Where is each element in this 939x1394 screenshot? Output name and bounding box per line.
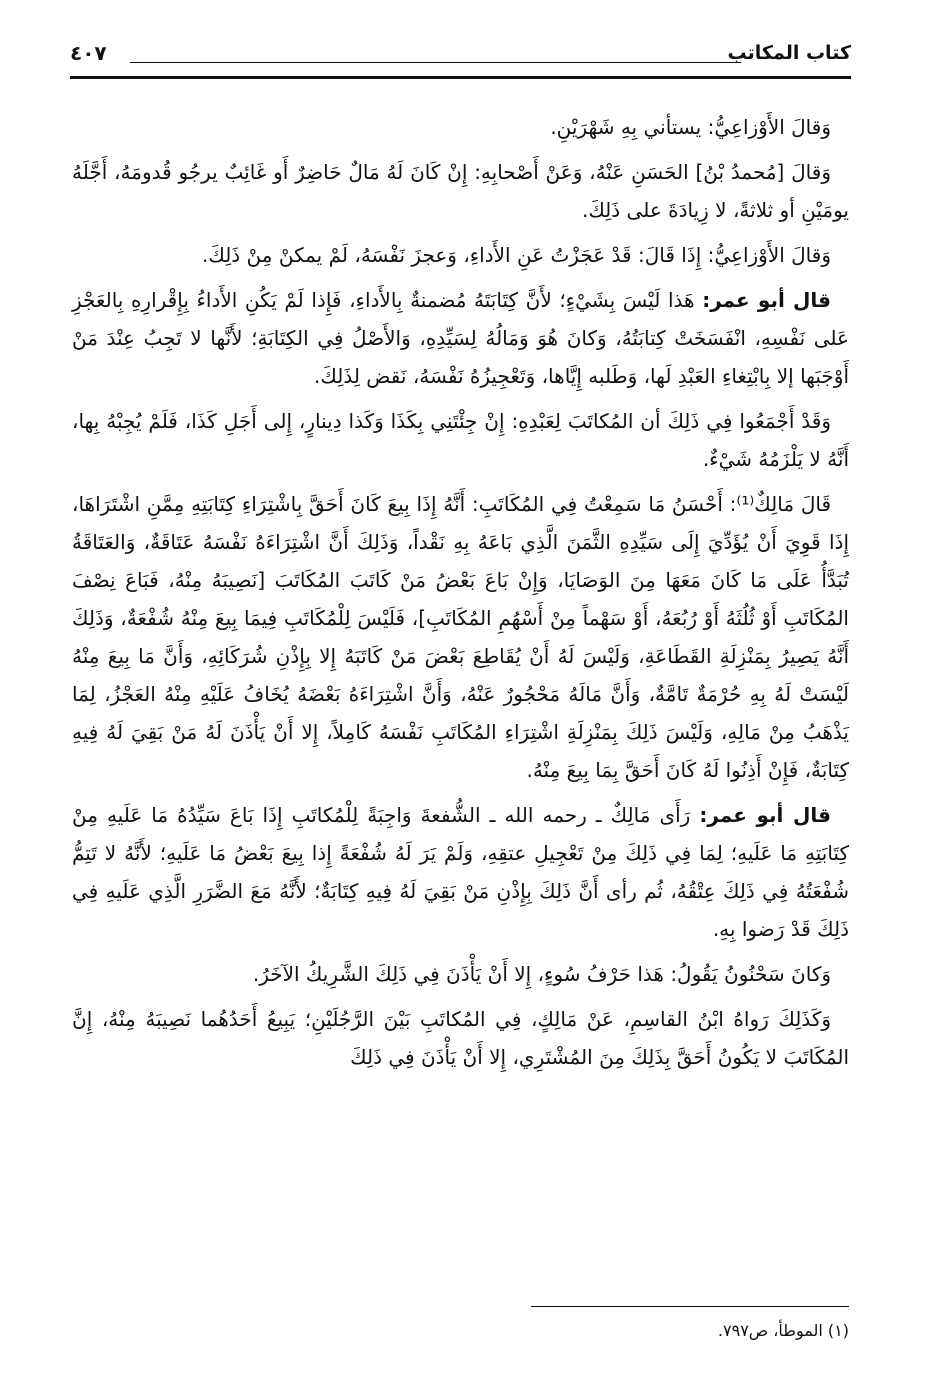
- paragraph-text: وَقالَ الأَوْزاعِيُّ: يستأني بِهِ شَهْرَيْنِ.: [550, 115, 831, 139]
- footnote: (١) الموطأ، ص٧٩٧.: [717, 1321, 849, 1340]
- paragraph-text: وَقالَ [مُحمدُ بْنُ] الحَسَنِ عَنْهُ، وَعَنْ أَصْحابِهِ: إِنْ كَانَ لَهُ مَالٌ حَاضِرٌ أَو غَائِبٌ يرجُو قُدومَهُ، أَجَّلَهُ يومَيْنِ أو ثلاثةً، لا زِيادَةَ على ذَلِكَ.: [72, 160, 849, 222]
- paragraph: [72, 1000, 849, 1076]
- speaker-label: قال أبو عمر:: [702, 288, 831, 312]
- paragraph-text: وَقالَ الأَوْزاعِيُّ: إِذَا قَالَ: قَدْ عَجَزْتُ عَنِ الأَداءِ، وَعجزَ نَفْسَهُ، لَمْ يمكنْ مِنْ ذَلِكَ.: [201, 243, 831, 267]
- paragraph-text: رَأَى مَالِكٌ ـ رحمه الله ـ الشُّفعةَ وَاجِبَةً لِلْمُكاتَبِ إِذَا بَاعَ سَيِّدُهُ مَا عَلَيهِ مِنْ كِتَابَتِهِ مَا عَلَيهِ؛ لِمَا فِي ذَلِكَ مِنْ تَعْجِيلِ عتقِهِ، وَلَمْ يَرَ لَهُ شُفْعَةً إِذا بِيعَ بَعْضُ مَا عَلَيهِ؛ لأَنَّهُ لا تَتِمُّ شُفْعَتُهُ فِي ذَلِكَ عِتْقُهُ، ثُم رأى أَنَّ ذَلِكَ بِإِذْنِ مَنْ بَقِيَ لَهُ فِيهِ كِتَابَةٌ؛ لأَنَّهُ مَعَ الضَّرَرِ الَّذِي عَلَيهِ فِي ذَلِكَ قَدْ رَضوا بِهِ.: [72, 803, 849, 941]
- book-title: كتاب المكاتب: [727, 42, 851, 64]
- footnote-separator: [531, 1306, 849, 1307]
- paragraph: [72, 402, 849, 478]
- paragraph: [72, 108, 849, 146]
- paragraph: [72, 236, 849, 274]
- paragraph: [72, 796, 849, 948]
- paragraph: [72, 955, 849, 993]
- main-text: [72, 108, 849, 1083]
- paragraph: [72, 153, 849, 229]
- paragraph-text: وَكَذَلِكَ رَواهُ ابْنُ القاسِمِ، عَنْ مَالِكٍ، فِي المُكاتَبِ بَيْنَ الرَّجُلَيْنِ؛ يَبِيعُ أَحَدُهُما نَصِيبَهُ مِنْهُ، إِنَّ المُكَاتَبَ لا يَكُونُ أَحَقَّ بِذَلِكَ مِنَ المُشْتَرِي، إِلا أَنْ يَأْذَنَ فِي ذَلِكَ: [72, 1007, 849, 1069]
- paragraph: [72, 485, 849, 789]
- page-number: ٤٠٧: [70, 41, 107, 65]
- running-header: [70, 38, 851, 74]
- paragraph-text: وَقَدْ أَجْمَعُوا فِي ذَلِكَ أن المُكاتَبَ لِعَبْدِهِ: إِنْ جِئْتَنِي بِكَذَا وَكَذا دِينارٍ، إِلى أَجَلِ كَذَا، فَلَمْ يُجِبْهُ بِها، أَنَّهُ لا يَلْزَمُهُ شَيْءٌ.: [72, 409, 849, 471]
- header-leader-line: [130, 62, 741, 63]
- speaker-label: قال أبو عمر:: [699, 803, 832, 827]
- paragraph-text: قَالَ مَالِكٌ⁽¹⁾: أَحْسَنُ مَا سَمِعْتُ فِي المُكَاتَبِ: أَنَّهُ إِذَا بِيعَ كَانَ أَحَقَّ بِاشْتِرَاءِ كِتَابَتِهِ مِمَّنِ اشْتَرَاهَا، إِذَا قَوِيَ أَنْ يُؤَدِّيَ إِلَى سَيِّدِهِ الثَّمَنَ الَّذِي بَاعَهُ بِهِ نَقْداً، وَذَلِكَ أَنَّ اشْتِرَاءَهُ نَفْسَهُ عَتَاقَةٌ، وَالعَتَاقَةُ تُبَدَّأُ عَلَى مَا كَانَ مَعَهَا مِنَ الوَصَايَا، وَإِنْ بَاعَ بَعْضُ مَنْ كَاتَبَ المُكَاتَبَ [نَصِيبَهُ مِنْهُ، فَبَاعَ نِصْفَ المُكَاتَبِ أَوْ ثُلُثَهُ أَوْ رُبُعَهُ، أَوْ سَهْماً مِنْ أَسْهُمِ المُكَاتَبِ]، فَلَيْسَ لِلْمُكَاتَبِ فِيمَا بِيعَ مِنْهُ شُفْعَةٌ، وَذَلِكَ أَنَّهُ يَصِيرُ بِمَنْزِلَةِ القَطَاعَةِ، وَلَيْسَ لَهُ أَنْ يُقَاطِعَ بَعْضَ مَنْ كَاتَبَهُ إِلا بِإِذْنِ شُرَكَائِهِ، وَأَنَّ مَا بِيعَ مِنْهُ لَيْسَتْ لَهُ بِهِ حُرْمَةٌ تَامَّةٌ، وَأَنَّ مَالَهُ مَحْجُورٌ عَنْهُ، وَأَنَّ اشْتِرَاءَهُ بَعْضَهُ يُخَافُ عَلَيْهِ مِنْهُ العَجْزُ، لِمَا يَذْهَبُ مِنْ مَالِهِ، وَلَيْسَ ذَلِكَ بِمَنْزِلَةِ اشْتِرَاءِ المُكَاتَبِ نَفْسَهُ كَامِلاً، إِلا أَنْ يَأْذَنَ لَهُ مَنْ بَقِيَ لَهُ فِيهِ كِتَابَةٌ، فَإِنْ أَذِنُوا لَهُ كَانَ أَحَقَّ بِمَا بِيعَ مِنْهُ.: [72, 492, 849, 782]
- paragraph-text: وَكانَ سَحْنُونُ يَقُولُ: هَذا حَرْفُ سُوءٍ، إِلا أَنْ يَأْذَنَ فِي ذَلِكَ الشَّرِيكُ الآخَرُ.: [252, 962, 831, 986]
- header-rule: [70, 76, 851, 79]
- paragraph-text: هَذا لَيْسَ بِشَيْءٍ؛ لأَنَّ كِتَابَتَهُ مُضمنةٌ بِالأَداءِ، فَإِذا لَمْ يَكُنِ الأَداءُ بِإِقْرارِهِ بِالعَجْزِ عَلى نَفْسِهِ، انْفَسَخَتْ كِتابَتُهُ، وَكانَ هُوَ وَمَالُهُ لِسَيِّدِهِ، وَالأَصْلُ فِي الكِتَابَةِ؛ لأَنَّها لا تَجِبُ عِنْدَ مَنْ أَوْجَبَها إلا بِابْتِغاءِ العَبْدِ لَها، وَطَلبه إِيَّاها، وَتَعْجِيزُهُ نَفْسَهُ، نَقض لِذَلِكَ.: [72, 288, 849, 388]
- paragraph: [72, 281, 849, 395]
